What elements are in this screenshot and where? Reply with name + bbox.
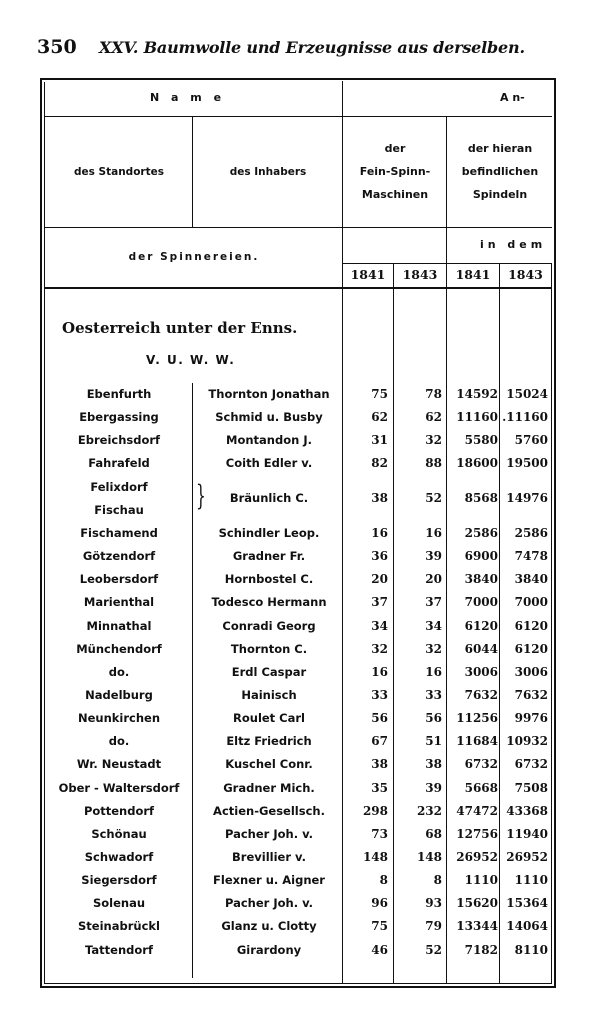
row-20-spindles-1841: 1110 xyxy=(464,873,498,888)
row-19-owner: Brevillier v. xyxy=(232,850,306,864)
row-10-spindles-1841: 6044 xyxy=(464,641,498,656)
row-16-owner: Gradner Mich. xyxy=(223,780,315,795)
row-22-machines-1843: 79 xyxy=(425,919,442,934)
row-10-spindles-1843: 6120 xyxy=(514,641,548,656)
row-11-owner: Erdl Caspar xyxy=(231,664,307,679)
row-5-machines-1843: 16 xyxy=(425,525,442,540)
row-12-spindles-1841: 7632 xyxy=(464,687,498,702)
row-18-location: Schönau xyxy=(91,826,147,841)
row-3-machines-1841: 82 xyxy=(371,456,388,471)
header-name: N a m e xyxy=(150,91,226,104)
row-11-spindles-1843: 3006 xyxy=(514,664,548,679)
row-22-spindles-1843: 14064 xyxy=(506,919,548,934)
row-9-spindles-1843: 6120 xyxy=(514,618,548,633)
row-0-spindles-1843: 15024 xyxy=(506,387,548,401)
row-19-location: Schwadorf xyxy=(84,850,154,864)
row-23-spindles-1843: 8110 xyxy=(514,942,548,957)
page-header xyxy=(37,36,525,62)
row-7-spindles-1843: 3840 xyxy=(514,572,548,587)
row-3-spindles-1843: 19500 xyxy=(506,456,548,471)
row-5-machines-1841: 16 xyxy=(371,525,388,540)
row-16-spindles-1843: 7508 xyxy=(514,780,548,795)
row-21-location: Solenau xyxy=(92,896,146,911)
row-10-machines-1841: 32 xyxy=(371,641,388,656)
row-10-location: Münchendorf xyxy=(76,641,162,656)
row-0-location: Ebenfurth xyxy=(86,387,152,401)
row-19-machines-1843: 148 xyxy=(416,850,442,864)
row-17-location: Pottendorf xyxy=(83,803,155,818)
row-17-spindles-1843: 43368 xyxy=(506,803,548,818)
row-22-spindles-1841: 13344 xyxy=(456,919,498,934)
row-14-spindles-1843: 10932 xyxy=(506,734,548,749)
header-an: A n- xyxy=(500,91,525,104)
row-12-machines-1841: 33 xyxy=(371,687,388,702)
row-0-machines-1841: 75 xyxy=(371,387,388,401)
row-13-owner: Roulet Carl xyxy=(233,711,305,726)
header-spinnereien: der Spinnereien. xyxy=(128,251,260,263)
year-spindeln-1841: 1841 xyxy=(455,267,491,282)
row-5-spindles-1841: 2586 xyxy=(464,525,498,540)
row-3-owner: Coith Edler v. xyxy=(225,456,313,471)
row-7-machines-1843: 20 xyxy=(425,572,442,587)
row-8-spindles-1843: 7000 xyxy=(514,595,548,610)
row-12-location: Nadelburg xyxy=(85,687,153,702)
row-1-owner: Schmid u. Busby xyxy=(215,410,323,425)
row-8-machines-1843: 37 xyxy=(425,595,442,610)
row-1-machines-1843: 62 xyxy=(425,410,442,425)
row-21-spindles-1841: 15620 xyxy=(456,896,498,911)
district-heading: V. U. W. W. xyxy=(146,353,236,367)
row-8-location: Marienthal xyxy=(83,595,155,610)
rule-header-bottom xyxy=(44,287,552,289)
row-21-machines-1841: 96 xyxy=(371,896,388,911)
header-in-dem: in dem xyxy=(480,238,547,251)
year-spindeln-1843: 1843 xyxy=(508,267,543,282)
row-9-spindles-1841: 6120 xyxy=(464,618,498,633)
rule-col-f41 xyxy=(342,81,343,984)
header-spindeln-line-2: befindlichen xyxy=(461,165,539,178)
row-18-owner: Pacher Joh. v. xyxy=(224,826,314,841)
region-heading: Oesterreich unter der Enns. xyxy=(62,319,298,337)
row-22-machines-1841: 75 xyxy=(371,919,388,934)
row-4-location-1: Fischau xyxy=(94,502,144,517)
row-23-owner: Girardony xyxy=(236,942,302,957)
row-2-machines-1843: 32 xyxy=(425,433,442,448)
row-9-location: Minnathal xyxy=(86,618,152,633)
row-3-location: Fahrafeld xyxy=(88,456,150,471)
row-4-machines-1841: 38 xyxy=(371,491,388,506)
row-11-machines-1843: 16 xyxy=(425,664,442,679)
row-22-owner: Glanz u. Clotty xyxy=(221,919,317,934)
row-13-machines-1843: 56 xyxy=(425,711,442,726)
row-4-machines-1843: 52 xyxy=(425,491,442,506)
row-4-spindles-1841: 8568 xyxy=(464,491,498,506)
row-18-spindles-1841: 12756 xyxy=(456,826,498,841)
row-2-spindles-1841: 5580 xyxy=(464,433,498,448)
row-17-owner: Actien-Gesellsch. xyxy=(213,803,325,818)
rule-col-owner-body xyxy=(192,383,193,978)
row-17-machines-1843: 232 xyxy=(416,803,442,818)
row-7-spindles-1841: 3840 xyxy=(464,572,498,587)
row-21-owner: Pacher Joh. v. xyxy=(224,896,314,911)
row-22-location: Steinabrückl xyxy=(78,919,160,934)
row-23-machines-1841: 46 xyxy=(371,942,388,957)
row-16-machines-1843: 39 xyxy=(425,780,442,795)
row-12-owner: Hainisch xyxy=(241,687,297,702)
row-8-machines-1841: 37 xyxy=(371,595,388,610)
row-3-machines-1843: 88 xyxy=(425,456,442,471)
row-12-machines-1843: 33 xyxy=(425,687,442,702)
row-7-location: Leobersdorf xyxy=(79,572,159,587)
row-23-machines-1843: 52 xyxy=(425,942,442,957)
row-1-machines-1841: 62 xyxy=(371,410,388,425)
row-15-spindles-1843: 6732 xyxy=(514,757,548,772)
row-15-owner: Kuschel Conr. xyxy=(225,757,313,772)
row-19-spindles-1841: 26952 xyxy=(456,850,498,864)
row-5-owner: Schindler Leop. xyxy=(218,525,320,540)
header-spindeln-line-3: Spindeln xyxy=(472,188,528,201)
row-20-spindles-1843: 1110 xyxy=(514,873,548,888)
row-6-spindles-1841: 6900 xyxy=(464,549,498,563)
row-23-spindles-1841: 7182 xyxy=(464,942,498,957)
header-fein-line-1: der xyxy=(384,142,406,155)
row-4-owner: Bräunlich C. xyxy=(229,491,309,506)
rule-header-2 xyxy=(44,227,552,228)
page-title: XXV. Baumwolle und Erzeugnisse aus derselben. xyxy=(99,38,525,57)
brace-mark: } xyxy=(196,479,206,512)
row-20-machines-1841: 8 xyxy=(379,873,388,888)
row-6-owner: Gradner Fr. xyxy=(232,549,306,563)
row-14-machines-1843: 51 xyxy=(425,734,442,749)
row-21-spindles-1843: 15364 xyxy=(506,896,548,911)
row-15-location: Wr. Neustadt xyxy=(76,757,162,772)
row-14-owner: Eltz Friedrich xyxy=(226,734,312,749)
row-0-owner: Thornton Jonathan xyxy=(208,387,330,401)
row-18-spindles-1843: 11940 xyxy=(506,826,548,841)
row-9-machines-1841: 34 xyxy=(371,618,388,633)
rule-col-owner xyxy=(192,117,193,227)
page-number: 350 xyxy=(37,36,77,58)
row-0-machines-1843: 78 xyxy=(425,387,442,401)
row-17-machines-1841: 298 xyxy=(362,803,388,818)
row-10-machines-1843: 32 xyxy=(425,641,442,656)
row-5-spindles-1843: 2586 xyxy=(514,525,548,540)
row-12-spindles-1843: 7632 xyxy=(514,687,548,702)
row-7-machines-1841: 20 xyxy=(371,572,388,587)
row-7-owner: Hornbostel C. xyxy=(224,572,314,587)
row-10-owner: Thornton C. xyxy=(230,641,308,656)
row-6-spindles-1843: 7478 xyxy=(514,549,548,563)
year-fein-1843: 1843 xyxy=(402,267,438,282)
row-6-location: Götzendorf xyxy=(82,549,156,563)
row-11-location: do. xyxy=(108,664,130,679)
row-16-machines-1841: 35 xyxy=(371,780,388,795)
row-14-location: do. xyxy=(108,734,130,749)
row-1-spindles-1843: .11160 xyxy=(502,410,548,425)
row-0-spindles-1841: 14592 xyxy=(456,387,498,401)
row-3-spindles-1841: 18600 xyxy=(456,456,498,471)
rule-years-top xyxy=(342,263,552,264)
row-16-spindles-1841: 5668 xyxy=(464,780,498,795)
row-13-location: Neunkirchen xyxy=(77,711,161,726)
row-2-spindles-1843: 5760 xyxy=(514,433,548,448)
row-2-machines-1841: 31 xyxy=(371,433,388,448)
row-11-machines-1841: 16 xyxy=(371,664,388,679)
row-13-machines-1841: 56 xyxy=(371,711,388,726)
header-fein-line-3: Maschinen xyxy=(361,188,429,201)
row-16-location: Ober - Waltersdorf xyxy=(58,780,180,795)
row-19-machines-1841: 148 xyxy=(362,850,388,864)
row-11-spindles-1841: 3006 xyxy=(464,664,498,679)
row-20-owner: Flexner u. Aigner xyxy=(213,873,325,888)
row-9-owner: Conradi Georg xyxy=(222,618,316,633)
rule-col-right xyxy=(551,263,552,984)
row-18-machines-1843: 68 xyxy=(425,826,442,841)
row-15-machines-1841: 38 xyxy=(371,757,388,772)
row-6-machines-1841: 36 xyxy=(371,549,388,563)
row-13-spindles-1841: 11256 xyxy=(456,711,498,726)
row-20-machines-1843: 8 xyxy=(433,873,442,888)
row-15-spindles-1841: 6732 xyxy=(464,757,498,772)
row-4-spindles-1843: 14976 xyxy=(506,491,548,506)
header-inhaber: des Inhabers xyxy=(229,166,307,178)
header-standort: des Standortes xyxy=(74,166,164,178)
row-18-machines-1841: 73 xyxy=(371,826,388,841)
row-13-spindles-1843: 9976 xyxy=(514,711,548,726)
header-spindeln-line-1: der hieran xyxy=(467,142,533,155)
row-14-machines-1841: 67 xyxy=(371,734,388,749)
row-20-location: Siegersdorf xyxy=(81,873,157,888)
row-17-spindles-1841: 47472 xyxy=(456,803,498,818)
row-8-spindles-1841: 7000 xyxy=(464,595,498,610)
row-6-machines-1843: 39 xyxy=(425,549,442,563)
header-fein-line-2: Fein-Spinn- xyxy=(359,165,431,178)
rule-header-1 xyxy=(44,116,552,117)
row-2-owner: Montandon J. xyxy=(226,433,312,448)
row-1-location: Ebergassing xyxy=(79,410,159,425)
row-14-spindles-1841: 11684 xyxy=(456,734,498,749)
row-21-machines-1843: 93 xyxy=(425,896,442,911)
row-9-machines-1843: 34 xyxy=(425,618,442,633)
row-5-location: Fischamend xyxy=(80,525,158,540)
row-4-location-0: Felixdorf xyxy=(90,479,148,494)
row-1-spindles-1841: 11160 xyxy=(456,410,498,425)
year-fein-1841: 1841 xyxy=(350,267,386,282)
row-8-owner: Todesco Hermann xyxy=(211,595,327,610)
row-23-location: Tattendorf xyxy=(85,942,153,957)
row-15-machines-1843: 38 xyxy=(425,757,442,772)
row-19-spindles-1843: 26952 xyxy=(506,850,548,864)
row-2-location: Ebreichsdorf xyxy=(77,433,161,448)
